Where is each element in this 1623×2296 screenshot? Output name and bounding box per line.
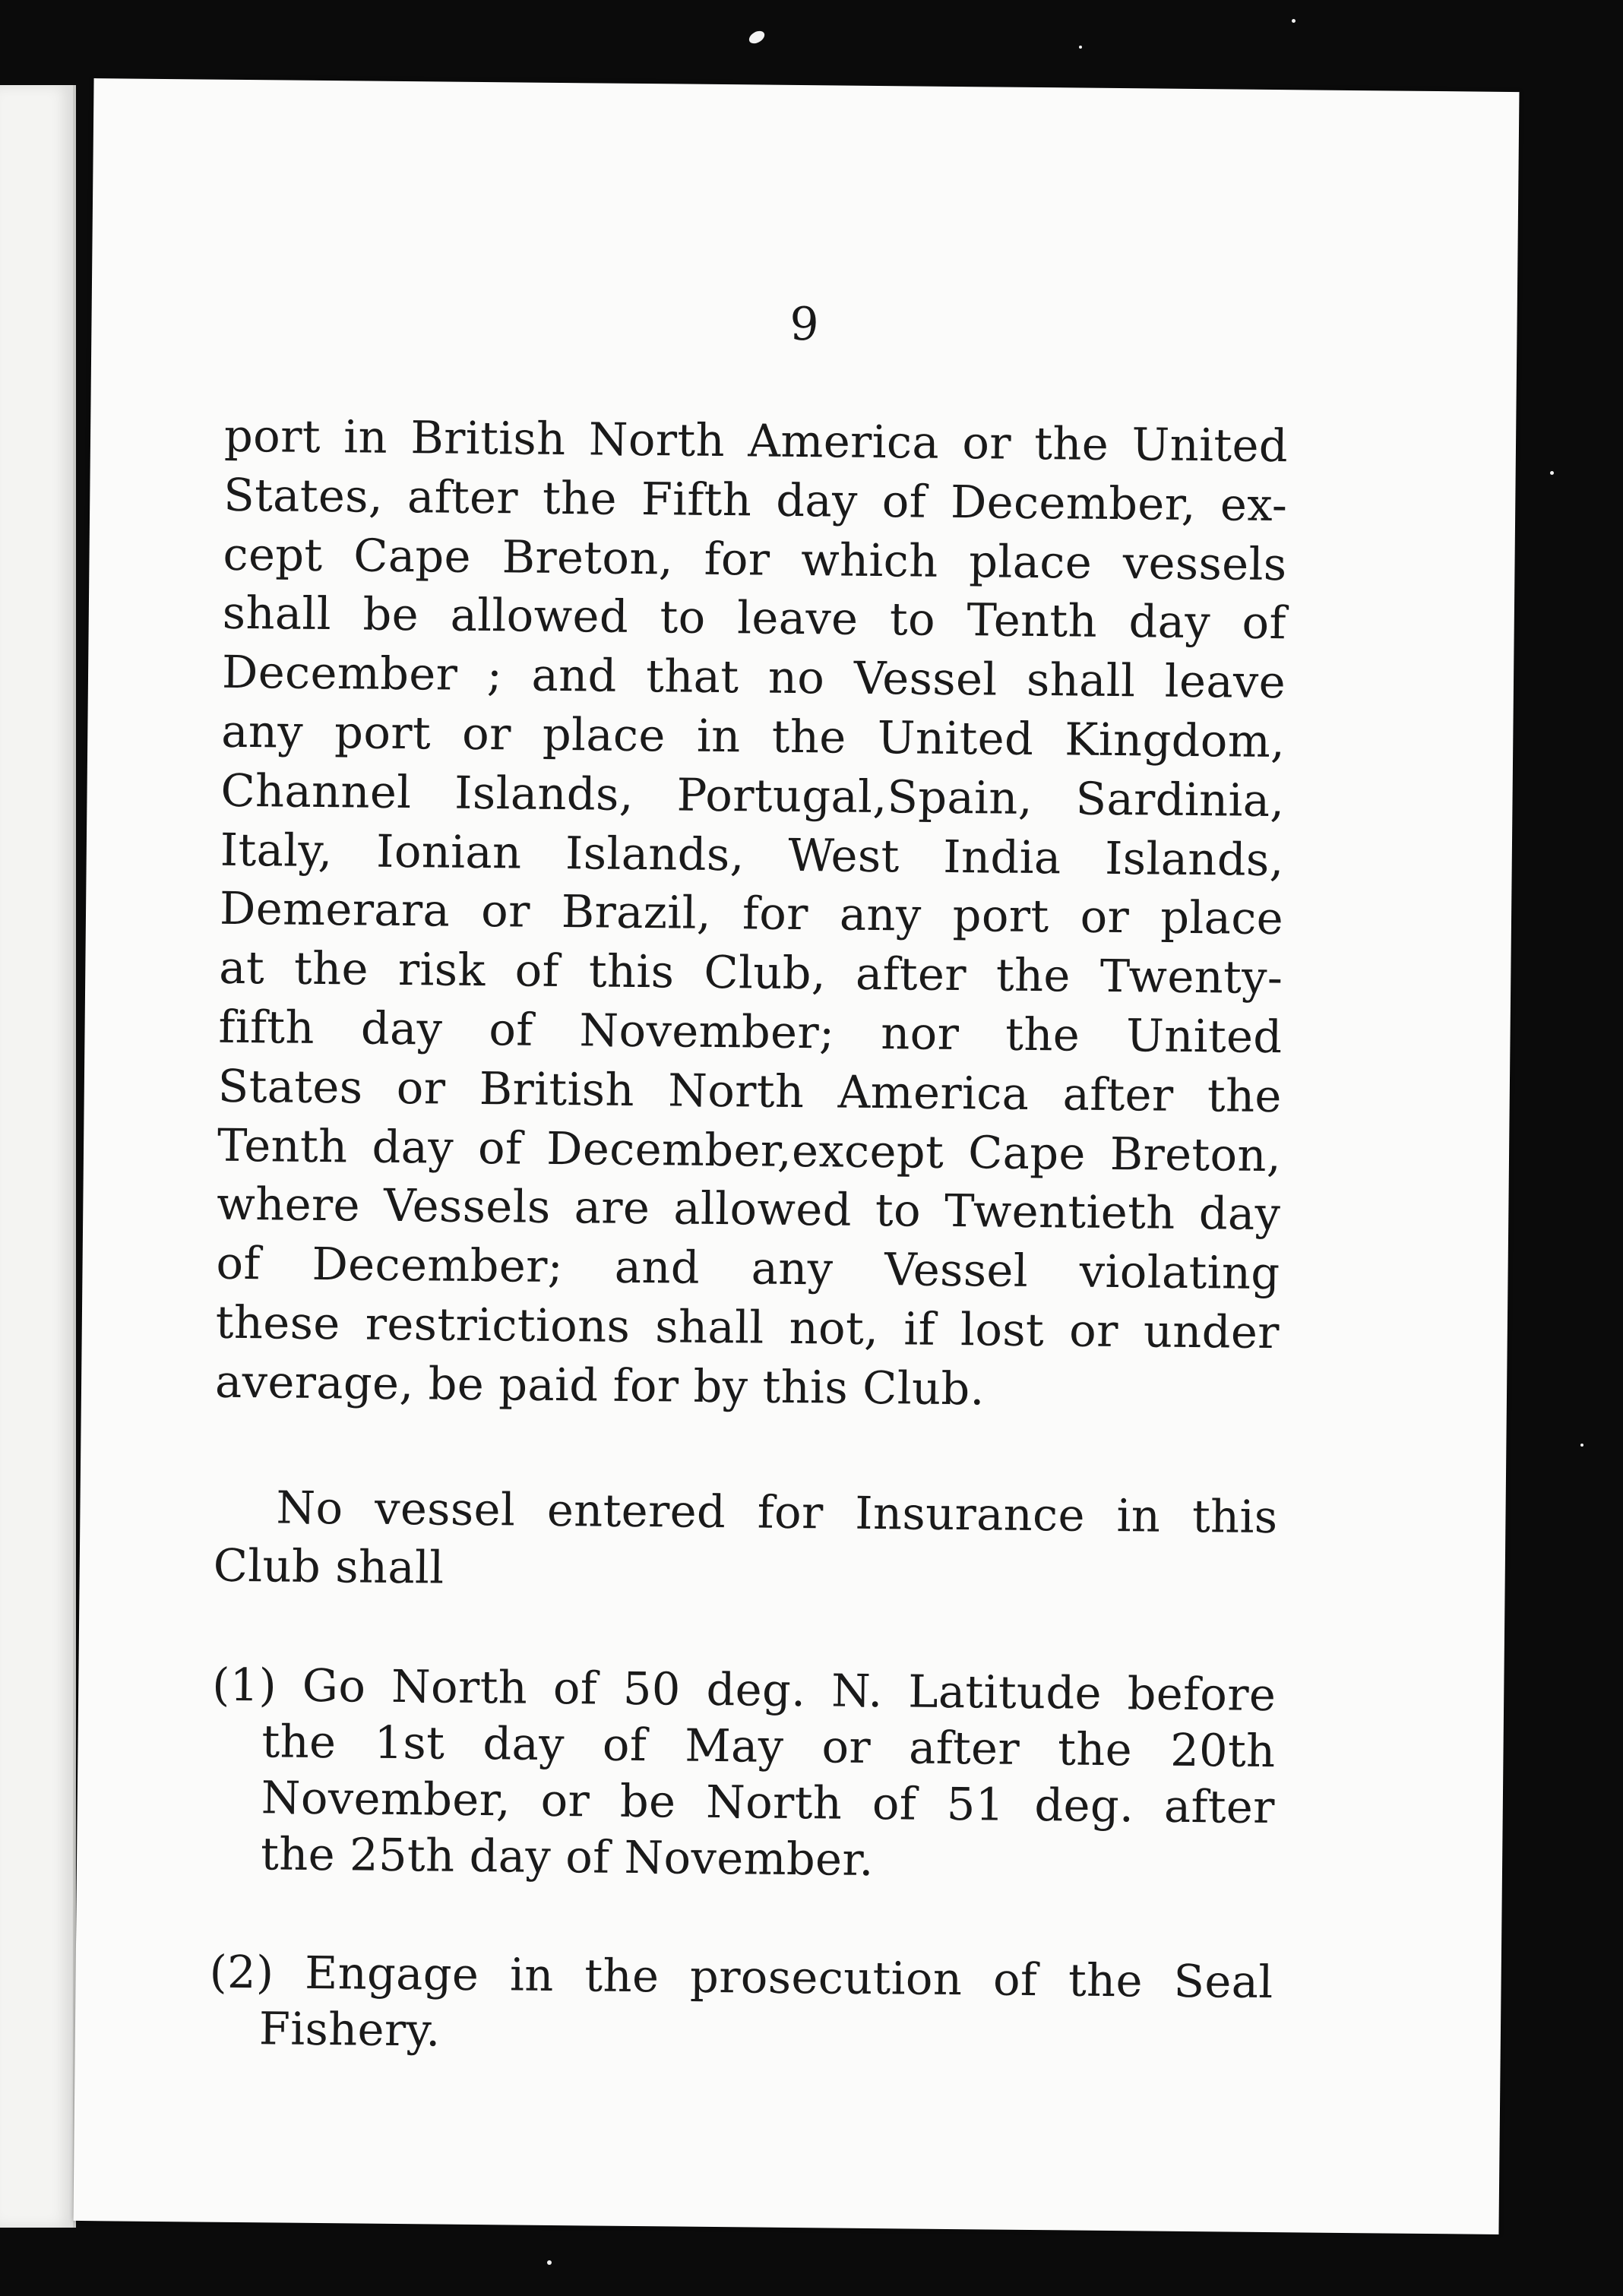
book-page	[74, 78, 1520, 2234]
text-line: (1) Go North of 50 deg. N. Latitude before	[211, 1658, 1277, 1722]
page-number: 9	[789, 297, 819, 352]
text-line: average, be paid for by this Club.	[214, 1355, 986, 1415]
text-line: the 1st day of May or after the 20th	[261, 1715, 1276, 1778]
text-line: Channel Islands, Portugal,Spain, Sardinia,	[220, 764, 1285, 827]
scan-speck	[1580, 1444, 1583, 1447]
text-line: cept Cape Breton, for which place vessels	[223, 527, 1287, 590]
text-line: these restrictions shall not, if lost or under	[215, 1295, 1280, 1359]
text-line: (2) Engage in the prosecution of the Seal	[209, 1945, 1273, 2009]
text-line: where Vessels are allowed to Twentieth day	[217, 1178, 1281, 1241]
text-line: December ; and that no Vessel shall leave	[221, 645, 1286, 709]
text-line: any port or place in the United Kingdom,	[221, 704, 1286, 768]
text-line: Club shall	[213, 1539, 445, 1594]
scan-speck	[1550, 471, 1554, 475]
text-line: Tenth day of December,except Cape Breton,	[217, 1118, 1282, 1181]
scan-speck	[1292, 19, 1296, 23]
text-line: port in British North America or the United	[223, 409, 1289, 473]
left-page-edge	[0, 85, 76, 2228]
paragraph-no-vessel	[213, 1478, 1277, 1605]
text-line: November, or be North of 51 deg. after	[261, 1771, 1276, 1834]
text-line: shall be allowed to leave to Tenth day of	[222, 587, 1287, 650]
text-line: States or British North America after the	[217, 1059, 1283, 1122]
text-line: at the risk of this Club, after the Twenty-	[219, 941, 1283, 1004]
text-line: Fishery.	[258, 2002, 441, 2057]
paragraph-restrictions	[215, 406, 1289, 1422]
scan-speck	[747, 28, 767, 46]
text-line: No vessel entered for Insurance in this	[276, 1481, 1278, 1544]
text-line: fifth day of November; nor the United	[218, 1000, 1283, 1064]
text-line: States, after the Fifth day of December, ex-	[223, 468, 1288, 531]
scan-speck	[547, 2260, 552, 2265]
text-line: Demerara or Brazil, for any port or place	[219, 882, 1284, 945]
text-line: Italy, Ionian Islands, West India Islands,	[220, 823, 1285, 886]
list-item-1	[210, 1657, 1277, 1892]
text-line: of December; and any Vessel violating	[216, 1236, 1280, 1300]
text-line: the 25th day of November.	[260, 1827, 875, 1886]
list-item-2	[209, 1944, 1273, 2067]
scan-speck	[1079, 46, 1082, 49]
